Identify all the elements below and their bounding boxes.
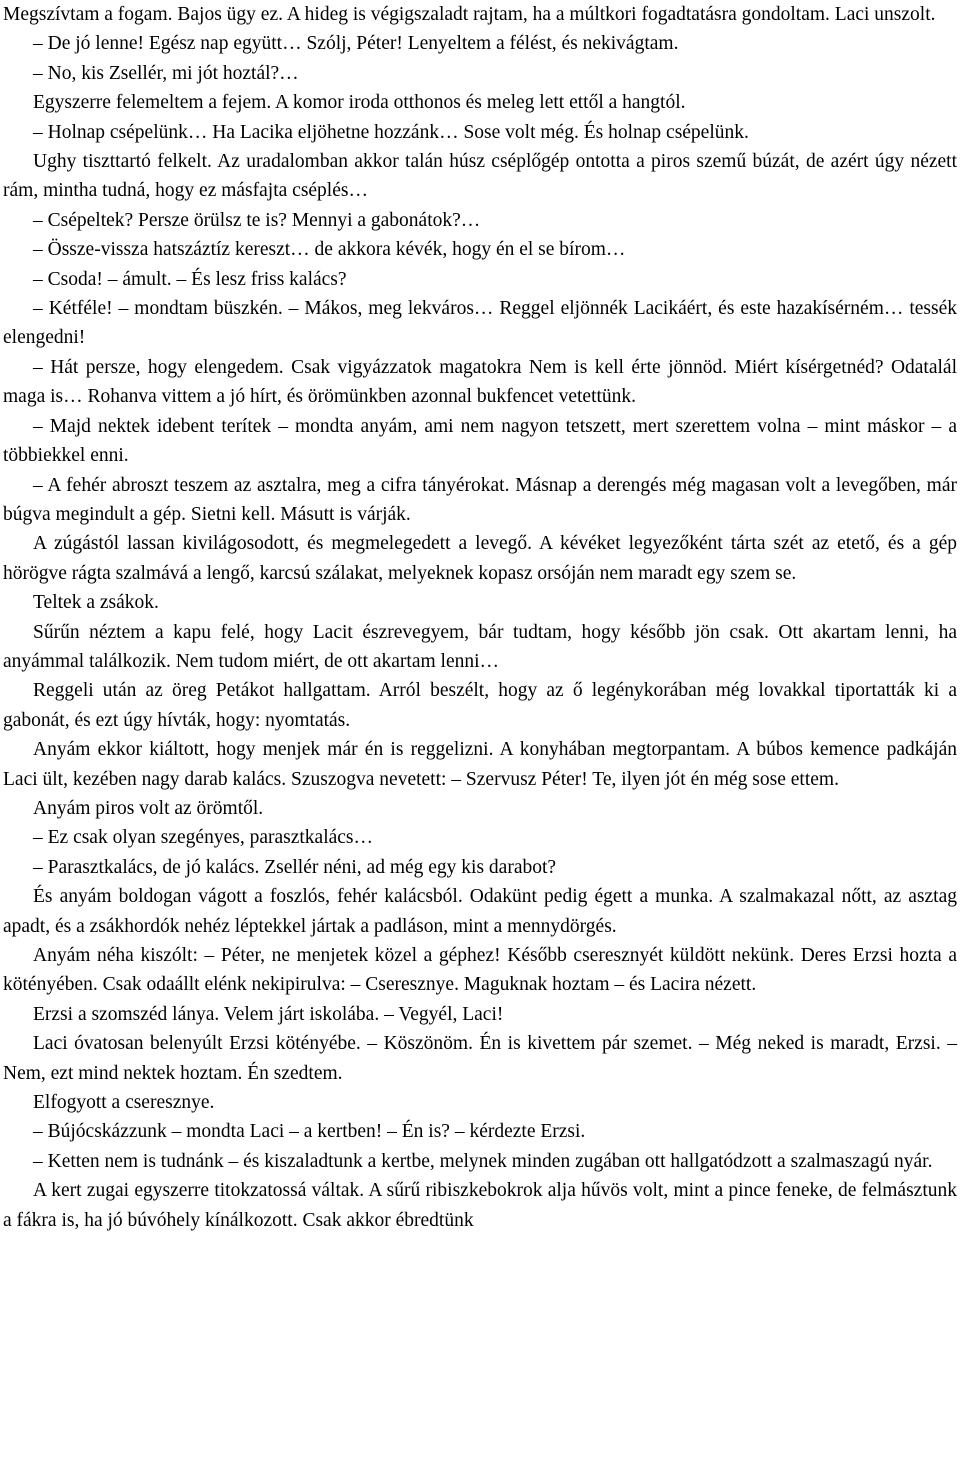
- paragraph: Sűrűn néztem a kapu felé, hogy Lacit észrevegyem, bár tudtam, hogy később jön csak. Ott akartam lenni, ha anyámmal találkozik. Nem tudom miért, de ott akartam lenni…: [3, 621, 957, 672]
- paragraph: – Holnap csépelünk… Ha Lacika eljöhetne hozzánk… Sose volt még. És holnap csépelünk.: [33, 121, 749, 143]
- paragraph: A zúgástól lassan kivilágosodott, és megmelegedett a levegő. A kévéket legyezőként tárta szét az etető, és a gép hörögve rágta szalmává a lengő, karcsú szálakat, melyeknek kopasz orsóján nem maradt egy szem se.: [3, 533, 957, 584]
- paragraph: Egyszerre felemeltem a fejem. A komor iroda otthonos és meleg lett ettől a hangtól.: [33, 92, 686, 114]
- paragraph: Anyám ekkor kiáltott, hogy menjek már én is reggelizni. A konyhában megtorpantam. A búbos kemence padkáján Laci ült, kezében nagy darab kalács. Szuszogva nevetett: – Szervusz Péter! Te, ilyen jót én még sose ettem.: [3, 739, 957, 790]
- paragraph: – Csoda! – ámult. – És lesz friss kalács?: [33, 268, 347, 290]
- paragraph: – A fehér abroszt teszem az asztalra, meg a cifra tányérokat. Másnap a derengés még magasan volt a levegőben, már búgva megindult a gép. Sietni kell. Másutt is várják.: [3, 474, 957, 525]
- paragraph: Teltek a zsákok.: [33, 592, 159, 614]
- paragraph: – De jó lenne! Egész nap együtt… Szólj, Péter! Lenyeltem a félést, és nekivágtam.: [33, 33, 679, 55]
- paragraph: – Csépeltek? Persze örülsz te is? Mennyi a gabonátok?…: [33, 209, 481, 231]
- paragraph: A kert zugai egyszerre titokzatossá váltak. A sűrű ribiszkebokrok alja hűvös volt, mint a pince feneke, de felmásztunk a fákra is, ha jó búvóhely kínálkozott. Csak akkor ébredtünk: [3, 1180, 957, 1231]
- paragraph: Laci óvatosan belenyúlt Erzsi kötényébe. – Köszönöm. Én is kivettem pár szemet. – Még neked is maradt, Erzsi. – Nem, ezt mind nektek hoztam. Én szedtem.: [3, 1033, 957, 1084]
- paragraph: Reggeli után az öreg Petákot hallgattam. Arról beszélt, hogy az ő legénykorában még lovakkal tiportatták ki a gabonát, és ezt úgy hívták, hogy: nyomtatás.: [3, 680, 957, 731]
- paragraph: – Bújócskázzunk – mondta Laci – a kertben! – Én is? – kérdezte Erzsi.: [33, 1121, 586, 1143]
- paragraph: Elfogyott a cseresznye.: [33, 1092, 215, 1114]
- paragraph: – Össze-vissza hatszáztíz kereszt… de akkora kévék, hogy én el se bírom…: [33, 239, 626, 261]
- paragraph: Megszívtam a fogam. Bajos ügy ez. A hideg is végigszaladt rajtam, ha a múltkori fogadtatásra gondoltam. Laci unszolt.: [3, 4, 936, 25]
- paragraph: Erzsi a szomszéd lánya. Velem járt iskolába. – Vegyél, Laci!: [33, 1003, 504, 1025]
- paragraph: Ughy tiszttartó felkelt. Az uradalomban akkor talán húsz cséplőgép ontotta a piros szemű búzát, de azért úgy nézett rám, mintha tudná, hogy ez másfajta cséplés…: [3, 151, 957, 202]
- paragraph: – Ez csak olyan szegényes, parasztkalács…: [33, 827, 374, 849]
- paragraph: – Ketten nem is tudnánk – és kiszaladtunk a kertbe, melynek minden zugában ott hallgatódzott a szalmaszagú nyár.: [33, 1150, 933, 1172]
- paragraph: És anyám boldogan vágott a foszlós, fehér kalácsból. Odakünt pedig égett a munka. A szalmakazal nőtt, az asztag apadt, és a zsákhordók nehéz léptekkel jártak a padláson, mint a mennydörgés.: [3, 886, 957, 937]
- paragraph: – Kétféle! – mondtam büszkén. – Mákos, meg lekváros… Reggel eljönnék Lacikáért, és este hazakísérném… tessék elengedni!: [3, 298, 957, 349]
- paragraph: – Majd nektek idebent terítek – mondta anyám, ami nem nagyon tetszett, mert szerettem volna – mint máskor – a többiekkel enni.: [3, 415, 957, 467]
- paragraph: Anyám néha kiszólt: – Péter, ne menjetek közel a géphez! Később cseresznyét küldött nekünk. Deres Erzsi hozta a kötényében. Csak odaállt elénk nekipirulva: – Cseresznye. Maguknak hoztam – és Lacira nézett.: [3, 945, 957, 996]
- document-page: [3, 0, 957, 1235]
- paragraph: – No, kis Zsellér, mi jót hoztál?…: [33, 62, 299, 84]
- paragraph: – Hát persze, hogy elengedem. Csak vigyázzatok magatokra Nem is kell érte jönnöd. Miért kísérgetnéd? Odatalál maga is… Rohanva vittem a jó hírt, és örömünkben azonnal bukfencet vetettünk.: [3, 356, 957, 408]
- paragraph: – Parasztkalács, de jó kalács. Zsellér néni, ad még egy kis darabot?: [33, 856, 557, 878]
- paragraph: Anyám piros volt az örömtől.: [33, 797, 264, 819]
